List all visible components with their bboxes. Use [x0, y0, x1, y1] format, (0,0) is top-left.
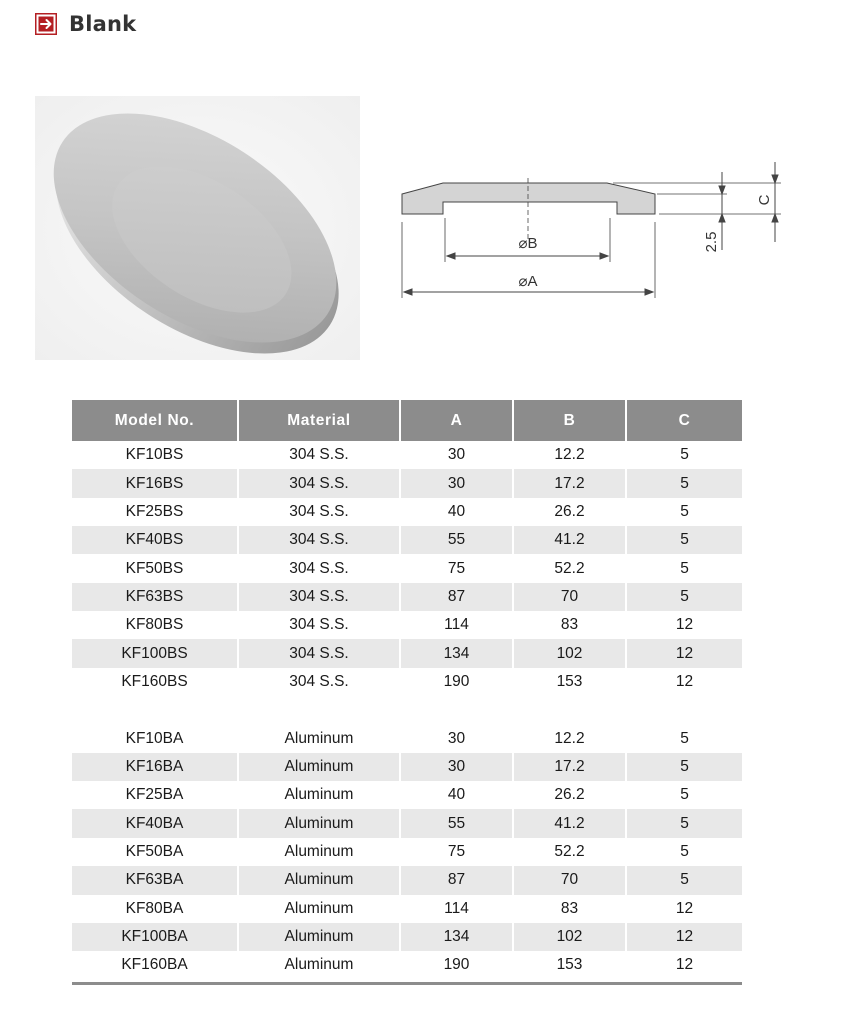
arrow-right-box-icon [35, 13, 57, 35]
material-cell: Aluminum [238, 809, 400, 837]
table-header-row [72, 400, 742, 441]
model-cell: KF25BA [72, 781, 238, 809]
c-cell: 5 [680, 559, 689, 577]
b-cell: 102 [513, 639, 626, 667]
model-cell: KF10BS [72, 441, 238, 469]
table-row [72, 923, 742, 951]
b-cell: 41.2 [513, 526, 626, 554]
table-row [72, 753, 742, 781]
model-cell: KF100BS [72, 639, 238, 667]
table-spacer-row [72, 696, 742, 724]
c-cell: 12 [626, 923, 742, 951]
label-diameter-a: ⌀A [518, 273, 538, 290]
c-cell: 12 [675, 672, 694, 690]
column-header-c: C [626, 400, 742, 441]
section-header [35, 11, 136, 37]
table-row [72, 866, 742, 894]
c-cell: 5 [626, 526, 742, 554]
c-cell: 5 [626, 583, 742, 611]
b-cell: 26.2 [513, 498, 626, 526]
b-cell: 17.2 [513, 469, 626, 497]
table-row [72, 441, 742, 469]
material-cell: Aluminum [238, 923, 400, 951]
b-cell: 12.2 [513, 441, 626, 469]
material-cell [238, 696, 400, 724]
product-photo [35, 96, 360, 360]
b-cell: 83 [513, 611, 626, 639]
model-cell: KF80BS [72, 611, 238, 639]
model-cell: KF63BS [72, 583, 238, 611]
a-cell: 40 [400, 498, 513, 526]
a-cell: 87 [400, 583, 513, 611]
table-row [72, 895, 742, 923]
table-row [72, 498, 742, 526]
material-cell: 304 S.S. [238, 469, 400, 497]
a-cell: 114 [400, 611, 513, 639]
a-cell: 134 [400, 639, 513, 667]
table-row [72, 554, 742, 582]
table-row [72, 639, 742, 667]
c-cell: 5 [680, 446, 689, 464]
a-cell: 75 [400, 554, 513, 582]
material-cell: Aluminum [238, 781, 400, 809]
a-cell: 30 [400, 753, 513, 781]
c-cell: 12 [675, 899, 694, 917]
b-cell: 83 [513, 895, 626, 923]
b-cell: 153 [513, 668, 626, 696]
material-cell: 304 S.S. [238, 611, 400, 639]
model-cell: KF50BA [72, 838, 238, 866]
label-c: C [756, 194, 773, 206]
a-cell: 87 [400, 866, 513, 894]
table-row [72, 668, 742, 696]
model-cell [72, 696, 238, 724]
table-row [72, 611, 742, 639]
c-cell: 5 [680, 786, 689, 804]
table-bottom-rule [72, 982, 742, 985]
b-cell: 52.2 [513, 838, 626, 866]
b-cell: 153 [513, 951, 626, 979]
model-cell: KF16BA [72, 753, 238, 781]
a-cell: 190 [400, 668, 513, 696]
c-cell: 12 [675, 616, 694, 634]
table-row [72, 951, 742, 979]
model-cell: KF50BS [72, 554, 238, 582]
specification-table [72, 400, 742, 980]
a-cell [400, 696, 513, 724]
c-cell: 5 [626, 866, 742, 894]
table-row [72, 838, 742, 866]
material-cell: 304 S.S. [238, 441, 400, 469]
b-cell: 26.2 [513, 781, 626, 809]
c-cell: 5 [680, 502, 689, 520]
a-cell: 30 [400, 441, 513, 469]
cross-section-drawing [385, 150, 805, 310]
c-cell: 12 [675, 956, 694, 974]
c-cell [626, 696, 742, 724]
a-cell: 30 [400, 469, 513, 497]
b-cell: 70 [513, 583, 626, 611]
column-header-b: B [513, 400, 626, 441]
model-cell: KF25BS [72, 498, 238, 526]
a-cell: 114 [400, 895, 513, 923]
column-header-model: Model No. [72, 400, 238, 441]
model-cell: KF80BA [72, 895, 238, 923]
model-cell: KF16BS [72, 469, 238, 497]
table-row [72, 781, 742, 809]
a-cell: 134 [400, 923, 513, 951]
model-cell: KF100BA [72, 923, 238, 951]
c-cell: 5 [680, 842, 689, 860]
table-row [72, 526, 742, 554]
b-cell [513, 696, 626, 724]
c-cell: 12 [626, 639, 742, 667]
column-header-a: A [400, 400, 513, 441]
model-cell: KF10BA [72, 724, 238, 752]
material-cell: Aluminum [238, 866, 400, 894]
material-cell: 304 S.S. [238, 639, 400, 667]
table-row [72, 469, 742, 497]
material-cell: 304 S.S. [238, 668, 400, 696]
section-title: Blank [69, 12, 137, 36]
table-row [72, 809, 742, 837]
table-row [72, 583, 742, 611]
a-cell: 40 [400, 781, 513, 809]
b-cell: 41.2 [513, 809, 626, 837]
label-thickness: 2.5 [703, 231, 720, 253]
c-cell: 5 [626, 469, 742, 497]
a-cell: 30 [400, 724, 513, 752]
model-cell: KF160BS [72, 668, 238, 696]
column-header-material: Material [238, 400, 400, 441]
material-cell: 304 S.S. [238, 554, 400, 582]
b-cell: 52.2 [513, 554, 626, 582]
material-cell: Aluminum [238, 951, 400, 979]
b-cell: 12.2 [513, 724, 626, 752]
b-cell: 17.2 [513, 753, 626, 781]
table-row [72, 724, 742, 752]
c-cell: 5 [680, 729, 689, 747]
model-cell: KF40BA [72, 809, 238, 837]
a-cell: 190 [400, 951, 513, 979]
material-cell: 304 S.S. [238, 526, 400, 554]
model-cell: KF63BA [72, 866, 238, 894]
a-cell: 55 [400, 809, 513, 837]
material-cell: Aluminum [238, 753, 400, 781]
model-cell: KF40BS [72, 526, 238, 554]
label-diameter-b: ⌀B [518, 235, 538, 252]
c-cell: 5 [626, 753, 742, 781]
a-cell: 75 [400, 838, 513, 866]
a-cell: 55 [400, 526, 513, 554]
b-cell: 102 [513, 923, 626, 951]
material-cell: 304 S.S. [238, 583, 400, 611]
material-cell: Aluminum [238, 895, 400, 923]
c-cell: 5 [626, 809, 742, 837]
model-cell: KF160BA [72, 951, 238, 979]
b-cell: 70 [513, 866, 626, 894]
material-cell: Aluminum [238, 724, 400, 752]
material-cell: Aluminum [238, 838, 400, 866]
material-cell: 304 S.S. [238, 498, 400, 526]
